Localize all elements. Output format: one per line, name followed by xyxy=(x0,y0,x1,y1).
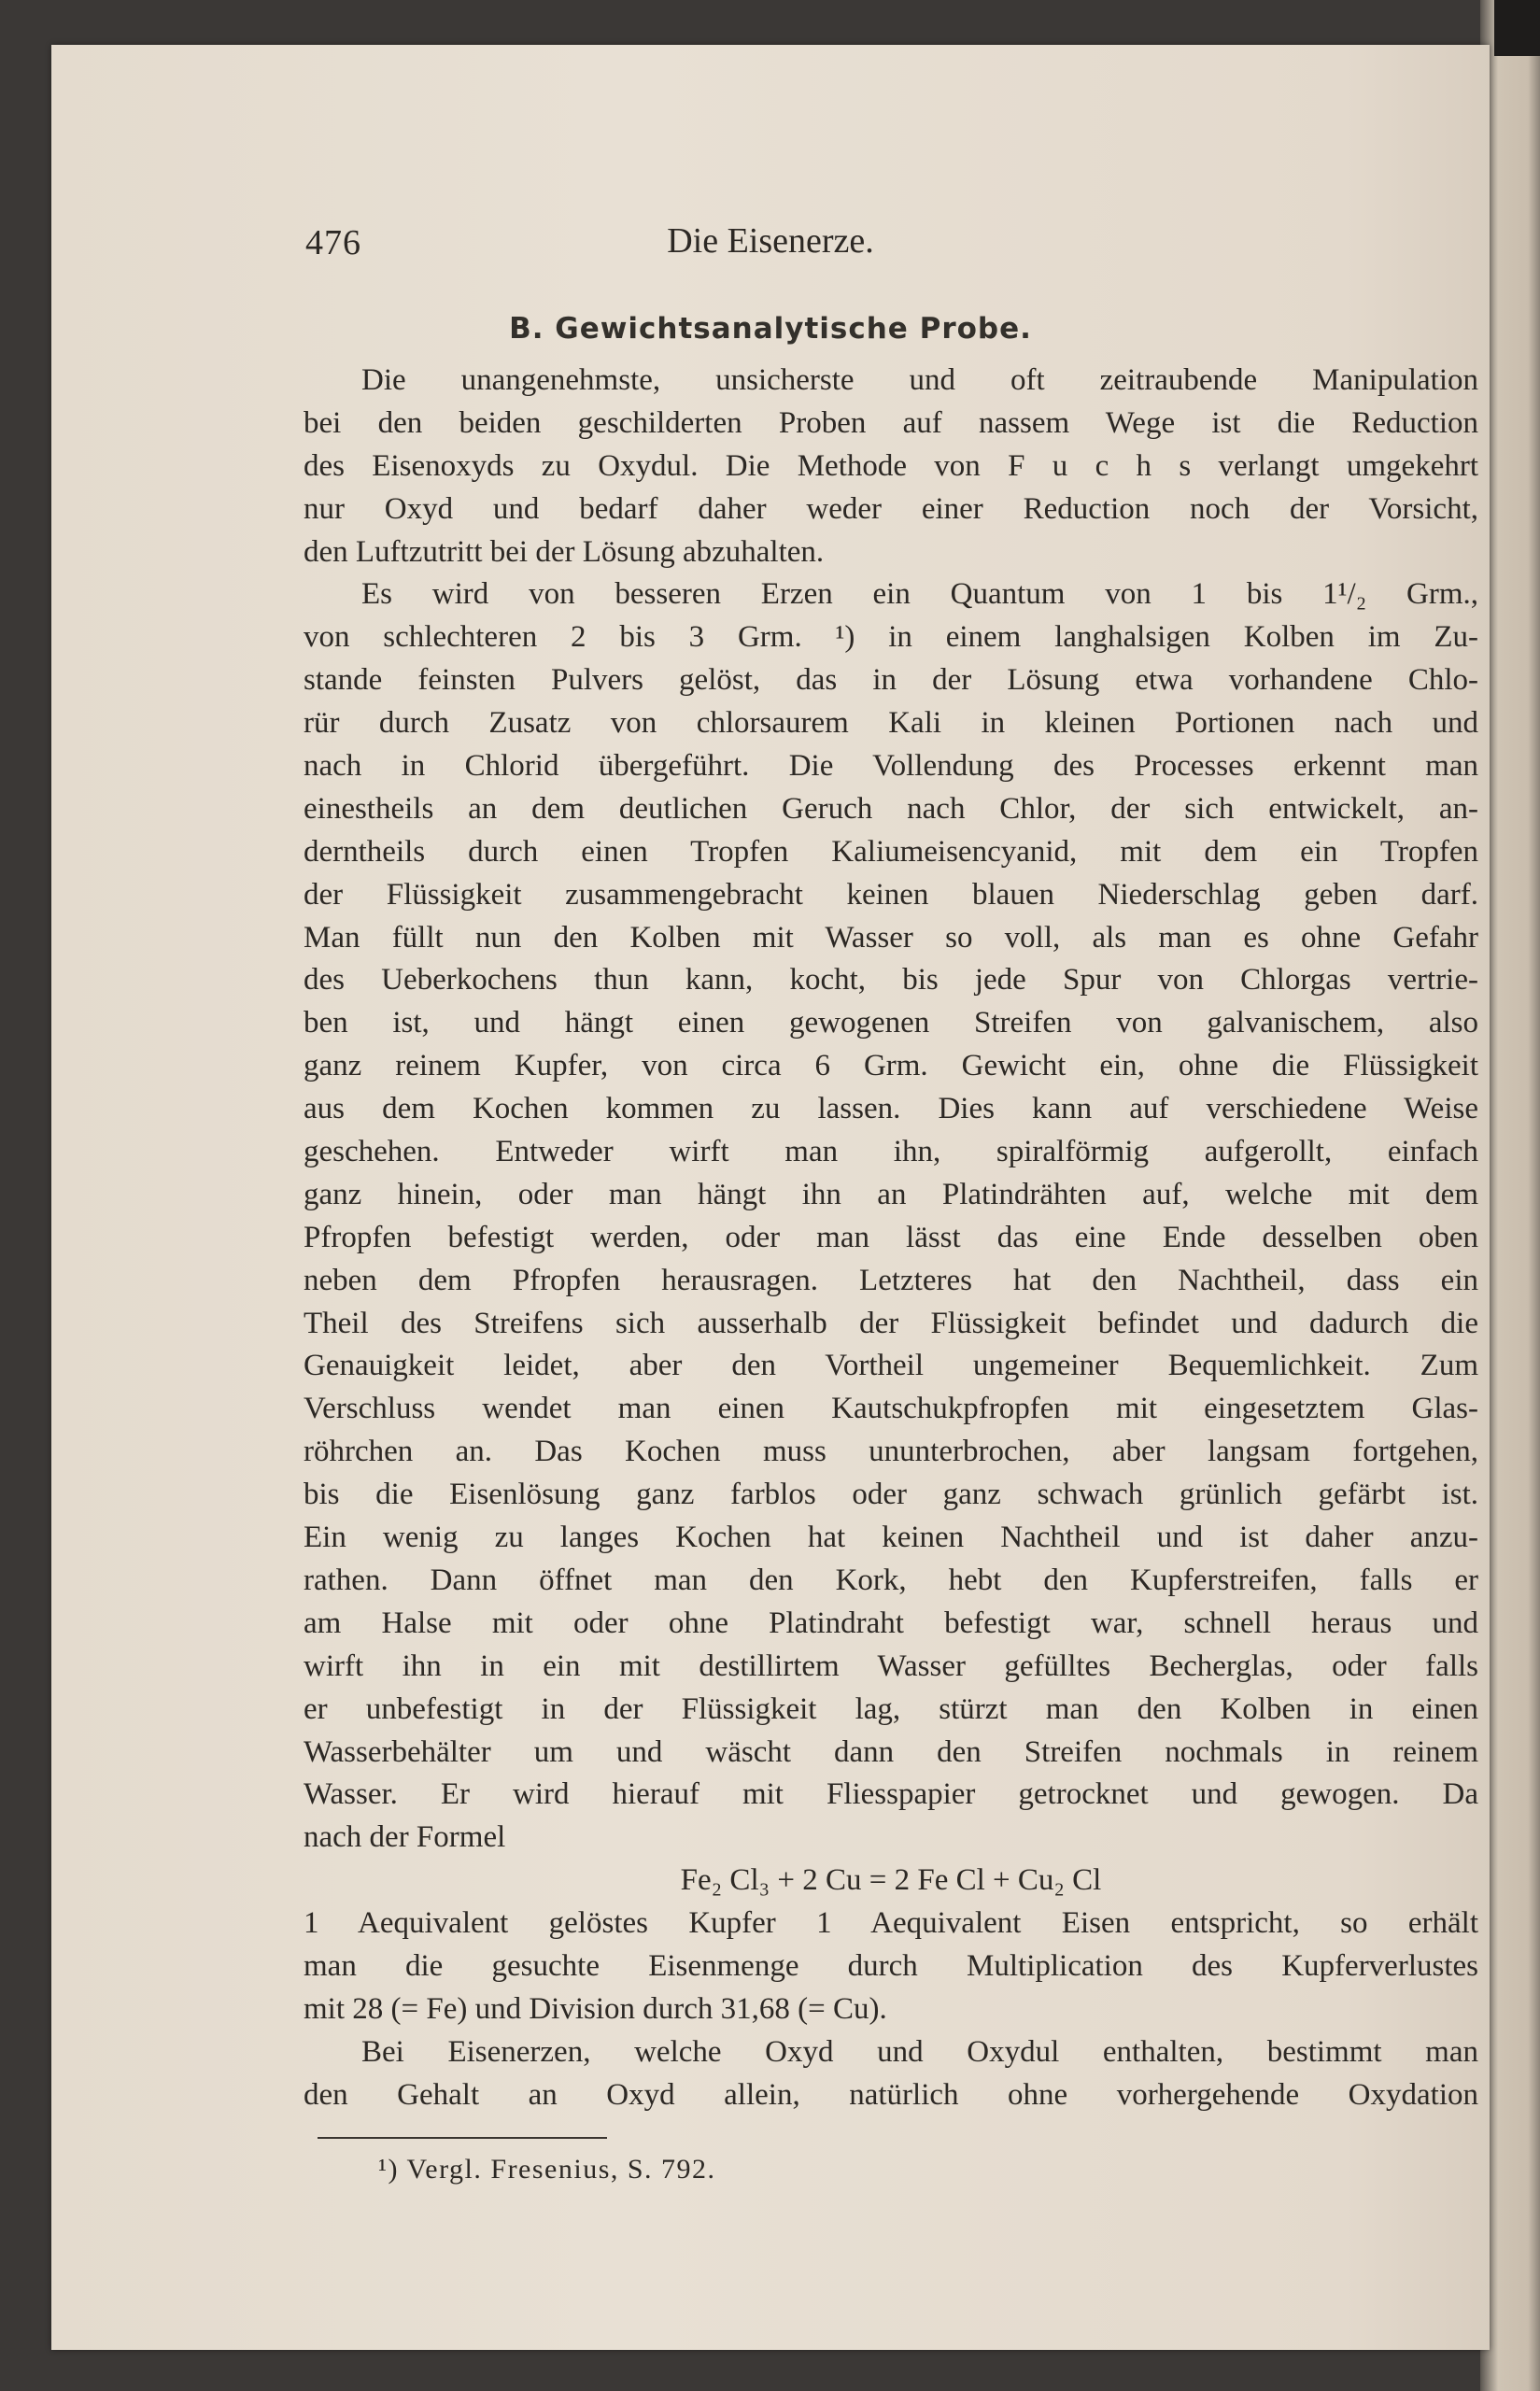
text-line: er unbefestigt in der Flüssigkeit lag, stürzt man den Kolben in einen xyxy=(304,1691,1478,1726)
text-line: den Gehalt an Oxyd allein, natürlich ohne vorhergehende Oxydation xyxy=(304,2077,1478,2112)
text-line: Wasser. Er wird hierauf mit Fliesspapier getrocknet und gewogen. Da xyxy=(304,1777,1478,1812)
text-line: neben dem Pfropfen herausragen. Letzteres hat den Nachtheil, dass ein xyxy=(304,1263,1478,1297)
text-line: von schlechteren 2 bis 3 Grm. ¹) in einem langhalsigen Kolben im Zu- xyxy=(304,620,1478,655)
section-heading: B. Gewichtsanalytische Probe. xyxy=(509,312,1032,346)
text-line: nach in Chlorid übergeführt. Die Vollendung des Processes erkennt man xyxy=(304,749,1478,784)
text-line: Ein wenig zu langes Kochen hat keinen Nachtheil und ist daher anzu- xyxy=(304,1521,1478,1555)
text-line: Man füllt nun den Kolben mit Wasser so voll, als man es ohne Gefahr xyxy=(304,920,1478,955)
text-line: 1 Aequivalent gelöstes Kupfer 1 Aequivalent Eisen entspricht, so erhält xyxy=(304,1906,1478,1941)
text-line: rür durch Zusatz von chlorsaurem Kali in kleinen Portionen nach und xyxy=(304,706,1478,741)
footnote: ¹) Vergl. Fresenius, S. 792. xyxy=(378,2154,716,2185)
text-line: des Ueberkochens thun kann, kocht, bis jede Spur von Chlorgas vertrie- xyxy=(304,963,1478,997)
text-line: den Luftzutritt bei der Lösung abzuhalten. xyxy=(304,534,825,569)
chemical-formula: Fe₂ Cl₃ + 2 Cu = 2 Fe Cl + Cu₂ Cl xyxy=(680,1863,1102,1898)
text-line: derntheils durch einen Tropfen Kaliumeisencyanid, mit dem ein Tropfen xyxy=(304,834,1478,869)
running-title: Die Eisenerze. xyxy=(667,221,874,261)
page-number: 476 xyxy=(305,223,361,262)
text-line: stande feinsten Pulvers gelöst, das in der Lösung etwa vorhandene Chlo- xyxy=(304,663,1478,698)
text-line: Wasserbehälter um und wäscht dann den Streifen nochmals in reinem xyxy=(304,1734,1478,1769)
text-line: nur Oxyd und bedarf daher weder einer Reduction noch der Vorsicht, xyxy=(304,491,1478,526)
scan-background-corner xyxy=(1494,0,1540,56)
text-line: Bei Eisenerzen, welche Oxyd und Oxydul enthalten, bestimmt man xyxy=(361,2034,1478,2069)
text-line: am Halse mit oder ohne Platindraht befestigt war, schnell heraus und xyxy=(304,1606,1478,1640)
text-line: rathen. Dann öffnet man den Kork, hebt den Kupferstreifen, falls er xyxy=(304,1563,1478,1597)
text-line: Die unangenehmste, unsicherste und oft zeitraubende Manipulation xyxy=(361,363,1478,397)
text-line: man die gesuchte Eisenmenge durch Multiplication des Kupferverlustes xyxy=(304,1948,1478,1983)
text-line: wirft ihn in ein mit destillirtem Wasser gefülltes Becherglas, oder falls xyxy=(304,1648,1478,1683)
text-line: aus dem Kochen kommen zu lassen. Dies kann auf verschiedene Weise xyxy=(304,1092,1478,1126)
text-line: röhrchen an. Das Kochen muss ununterbrochen, aber langsam fortgehen, xyxy=(304,1435,1478,1469)
body-text xyxy=(304,360,1478,2117)
text-line: Es wird von besseren Erzen ein Quantum von 1 bis 1¹/₂ Grm., xyxy=(361,577,1478,612)
text-line: Genauigkeit leidet, aber den Vortheil ungemeiner Bequemlichkeit. Zum xyxy=(304,1349,1478,1383)
text-line: Theil des Streifens sich ausserhalb der Flüssigkeit befindet und dadurch die xyxy=(304,1306,1478,1340)
text-line: der Flüssigkeit zusammengebracht keinen blauen Niederschlag geben darf. xyxy=(304,877,1478,912)
text-line: bis die Eisenlösung ganz farblos oder ganz schwach grünlich gefärbt ist. xyxy=(304,1478,1478,1512)
text-line: Pfropfen befestigt werden, oder man lässt das eine Ende desselben oben xyxy=(304,1220,1478,1254)
text-line: ganz hinein, oder man hängt ihn an Platindrähten auf, welche mit dem xyxy=(304,1177,1478,1211)
text-line: mit 28 (= Fe) und Division durch 31,68 (= Cu). xyxy=(304,1991,887,2026)
text-line: einestheils an dem deutlichen Geruch nach Chlor, der sich entwickelt, an- xyxy=(304,791,1478,826)
footnote-divider xyxy=(318,2137,607,2139)
text-line: bei den beiden geschilderten Proben auf nassem Wege ist die Reduction xyxy=(304,405,1478,440)
text-line: des Eisenoxyds zu Oxydul. Die Methode von F u c h s verlangt umgekehrt xyxy=(304,448,1478,483)
text-line: nach der Formel xyxy=(304,1820,506,1855)
text-line: ganz reinem Kupfer, von circa 6 Grm. Gewicht ein, ohne die Flüssigkeit xyxy=(304,1049,1478,1083)
text-line: ben ist, und hängt einen gewogenen Streifen von galvanischem, also xyxy=(304,1006,1478,1040)
book-page xyxy=(51,45,1490,2350)
text-line: geschehen. Entweder wirft man ihn, spiralförmig aufgerollt, einfach xyxy=(304,1135,1478,1169)
text-line: Verschluss wendet man einen Kautschukpfropfen mit eingesetztem Glas- xyxy=(304,1392,1478,1426)
